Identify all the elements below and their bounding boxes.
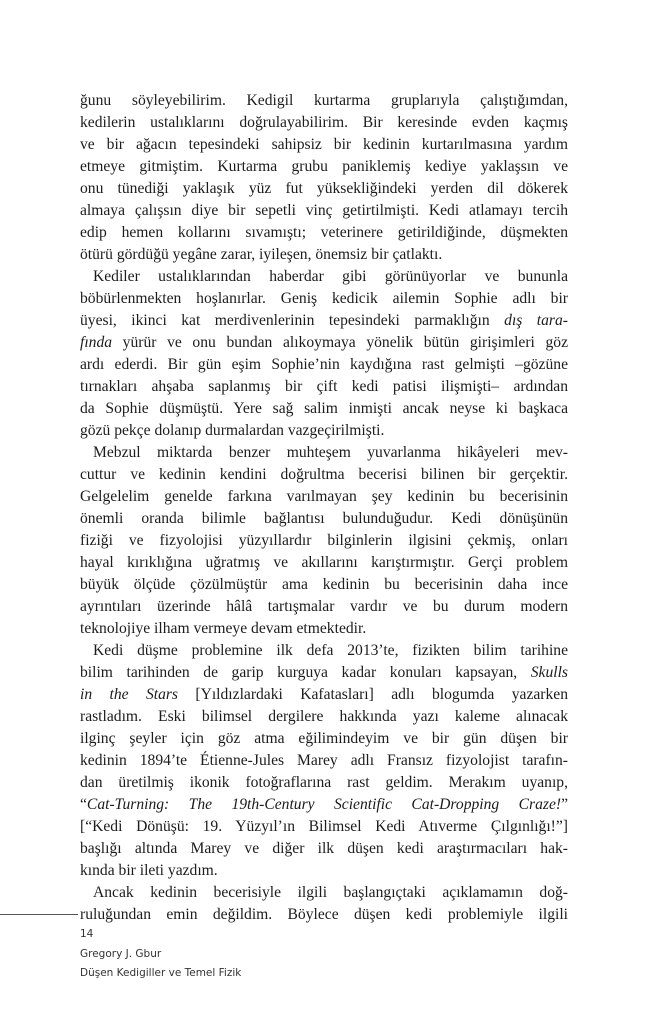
text-line: büyük ölçüde çözülmüştür ama kedinin bu becerisinin daha ince [80,576,568,593]
text-line: kedinin 1894’te Étienne-Jules Marey adlı Fransız fizyolojist tarafın- [80,752,568,769]
text-line: almaya çalışsın diye bir sepetli vinç getirtilmişti. Kedi atlamayı tercih [80,202,568,219]
text-line: ardı ederdi. Bir gün eşim Sophie’nin kaydığına rast gelmişti –gözüne [80,356,568,373]
text-line: da Sophie düşmüştü. Yere sağ salim inmişti ancak neyse ki başkaca [80,400,568,417]
footer-divider [0,914,78,915]
paragraph [80,266,568,442]
text-line: dan üretilmiş ikonik fotoğraflarına rast geldim. Merakım uyanıp, [80,774,568,791]
text-line: ve bir ağacın tepesindeki sahipsiz bir kedinin kurtarılmasına yardım [80,136,568,153]
italic-run: Cat-Turning: The 19th-Century Scientific Cat-Dropping Craze! [86,796,562,813]
page-footer [80,925,241,984]
text-run: yürür ve onu bundan alıkoymaya yönelik bütün girişimleri göz [112,334,568,351]
text-line: hayal kırıklığına uğratmış ve akıllarını karıştırmıştır. Gerçi problem [80,554,568,571]
text-line: Ancak kedinin becerisiyle ilgili başlangıçtaki açıklamamın doğ- [93,884,568,901]
text-line [80,332,568,354]
text-line: Mebzul miktarda benzer muhteşem yuvarlanma hikâyeleri mev- [93,444,568,461]
text-line: ötürü gördüğü yegâne zarar, iyileşen, önemsiz bir çatlaktı. [80,246,443,263]
text-line: önemli oranda bilimle bağlantısı bulunduğudur. Kedi dönüşünün [80,510,568,527]
text-line: ruluğundan emin değildim. Böylece düşen kedi problemiyle ilgili [80,906,568,923]
body-text [80,90,568,926]
book-title: Düşen Kedigiller ve Temel Fizik [80,967,242,979]
text-line: fiziği ve fizyolojisi yüzyıllardır bilginlerin ilgisini çekmiş, onları [80,532,568,549]
text-line: böbürlenmekten hoşlanırlar. Geniş kedicik ailemin Sophie adlı bir [80,290,568,307]
text-line: [“Kedi Dönüşü: 19. Yüzyıl’ın Bilimsel Kedi Atıverme Çılgınlığı!”] [80,818,568,835]
italic-run: fında [80,334,113,351]
paragraph [80,442,568,640]
text-line: ayrıntıları üzerinde hâlâ tartışmalar vardır ve bu durum modern [80,598,568,615]
text-line: Kedi düşme problemine ilk defa 2013’te, fizikten bilim tarihine [93,642,568,659]
text-line [80,662,568,684]
text-line: edip hemen kollarını sıvamıştı; veterinere getirildiğinde, düşmekten [80,224,568,241]
page-number: 14 [80,928,94,940]
text-line [80,684,568,706]
text-line: teknolojiye ilham vermeye devam etmektedir. [80,620,367,637]
italic-run: dış tara- [504,312,568,329]
text-line: kında bir ileti yazdım. [80,862,218,879]
paragraph [80,882,568,926]
text-run: ” [561,796,568,813]
text-line: Kediler ustalıklarından haberdar gibi görünüyorlar ve bununla [93,268,568,285]
text-line [80,794,568,816]
text-line: Gelgelelim genelde farkına varılmayan şey kedinin bu becerisinin [80,488,568,505]
text-run: “ [80,796,87,813]
italic-run: in the Stars [80,686,179,703]
text-line: başlığı altında Marey ve diğer ilk düşen kedi araştırmacıları hak- [80,840,568,857]
text-line: cuttur ve kedinin kendini doğrultma becerisi bilinen bir gerçektir. [80,466,568,483]
author-name: Gregory J. Gbur [80,947,162,960]
text-line [80,310,568,332]
text-line: gözü pekçe dolanıp durmalardan vazgeçirilmişti. [80,422,385,439]
text-run: bilim tarihinden de garip kurguya kadar konuları kapsayan, [80,664,531,681]
text-line: kedilerin ustalıklarını doğrulayabilirim. Bir keresinde evden kaçmış [80,114,568,131]
text-line: ilginç şeyler için göz atma eğilimindeyim ve bir gün düşen bir [80,730,568,747]
text-line: rastladım. Eski bilimsel dergilere hakkında yazı kaleme alınacak [80,708,568,725]
paragraph [80,90,568,266]
italic-run: Skulls [530,664,568,681]
text-line: etmeye gitmiştim. Kurtarma grubu paniklemiş kediye yaklaşsın ve [80,158,568,175]
text-line: onu tünediği yaklaşık yüz fut yüksekliğindeki yerden dil dökerek [80,180,568,197]
text-line: tırnakları ahşaba saplanmış bir çift kedi patisi ilişmişti– ardından [80,378,568,395]
paragraph [80,640,568,882]
text-line: ğunu söyleyebilirim. Kedigil kurtarma gruplarıyla çalıştığımdan, [80,92,568,109]
text-run: [Yıldızlardaki Kafatasları] adlı blogumda yazarken [178,686,568,703]
text-run: üyesi, ikinci kat merdivenlerinin tepesindeki parmaklığın [80,312,505,329]
